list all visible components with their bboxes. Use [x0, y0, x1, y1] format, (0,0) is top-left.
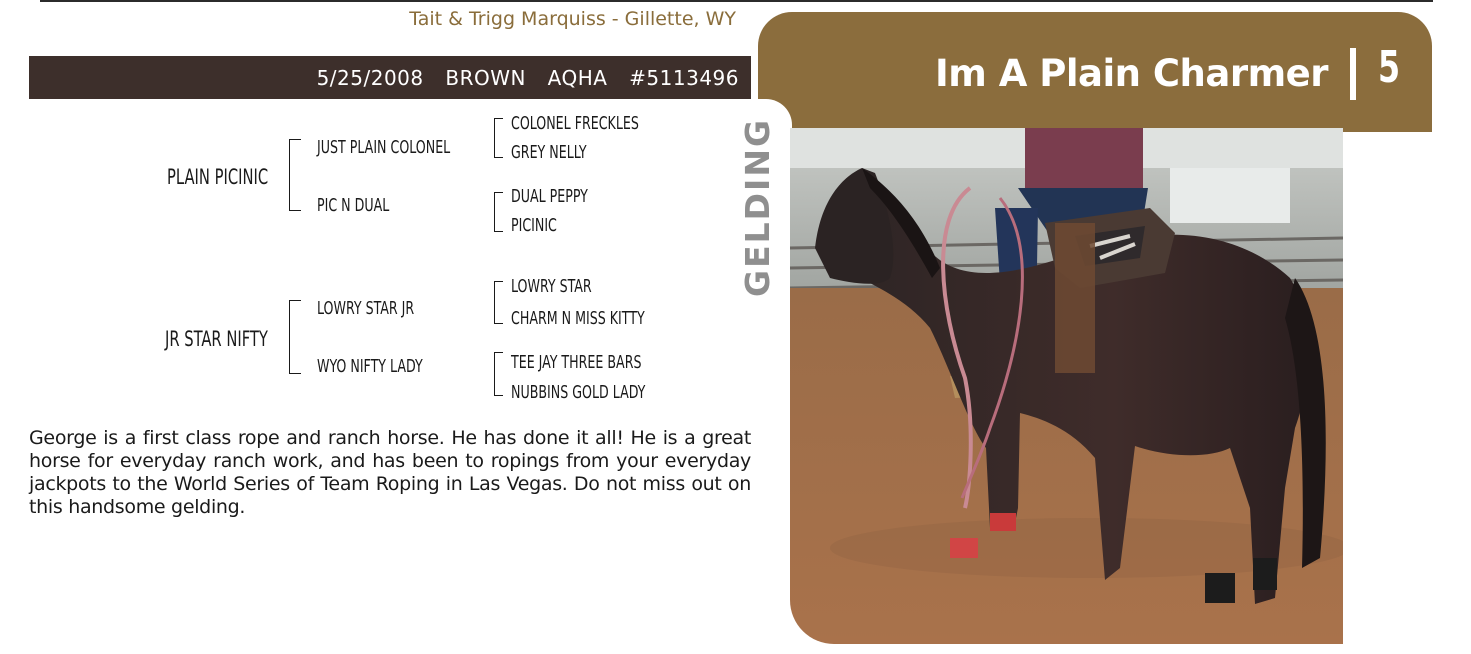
horse-photo-image — [790, 128, 1343, 644]
pedigree-sire-dam-dam: PICINIC — [511, 215, 557, 236]
pedigree-bracket — [494, 281, 503, 324]
horse-info-text: 5/25/2008 BROWN AQHA #5113496 — [316, 65, 739, 90]
pedigree-sire-dam-sire: DUAL PEPPY — [511, 186, 588, 207]
horse-info-bar — [29, 56, 751, 99]
pedigree-sire-sire-dam: GREY NELLY — [511, 142, 587, 163]
pedigree-dam-dam-dam: NUBBINS GOLD LADY — [511, 382, 646, 403]
pedigree-dam-sire-sire: LOWRY STAR — [511, 276, 592, 297]
pedigree-dam-dam: WYO NIFTY LADY — [317, 356, 423, 377]
pedigree-bracket — [494, 352, 503, 396]
sex-label: GELDING — [738, 117, 777, 297]
pedigree-bracket — [494, 118, 503, 158]
horse-photo — [790, 128, 1343, 644]
horse-description: George is a first class rope and ranch horse. He has done it all! He is a great horse for everyday ranch work, and has been to ropings from your everyday jackpots to the World Series of Team Roping in Las Vegas. Do not miss out on this handsome gelding. — [29, 427, 751, 518]
lot-number: 5 — [1378, 42, 1401, 93]
pedigree-dam: JR STAR NIFTY — [165, 327, 268, 351]
pedigree-sire-sire: JUST PLAIN COLONEL — [317, 137, 451, 158]
pedigree-sire-sire-sire: COLONEL FRECKLES — [511, 113, 639, 134]
horse-name: Im A Plain Charmer — [935, 52, 1328, 95]
top-rule — [40, 0, 1433, 2]
pedigree-dam-sire: LOWRY STAR JR — [317, 298, 415, 319]
title-divider — [1350, 48, 1356, 100]
pedigree-bracket — [494, 192, 503, 232]
pedigree-dam-dam-sire: TEE JAY THREE BARS — [511, 352, 642, 373]
pedigree-bracket — [289, 300, 301, 374]
consignor-line: Tait & Trigg Marquiss - Gillette, WY — [409, 8, 736, 30]
pedigree-sire: PLAIN PICINIC — [167, 165, 269, 189]
pedigree-sire-dam: PIC N DUAL — [317, 195, 390, 216]
pedigree-bracket — [289, 139, 301, 211]
pedigree-dam-sire-dam: CHARM N MISS KITTY — [511, 308, 645, 329]
